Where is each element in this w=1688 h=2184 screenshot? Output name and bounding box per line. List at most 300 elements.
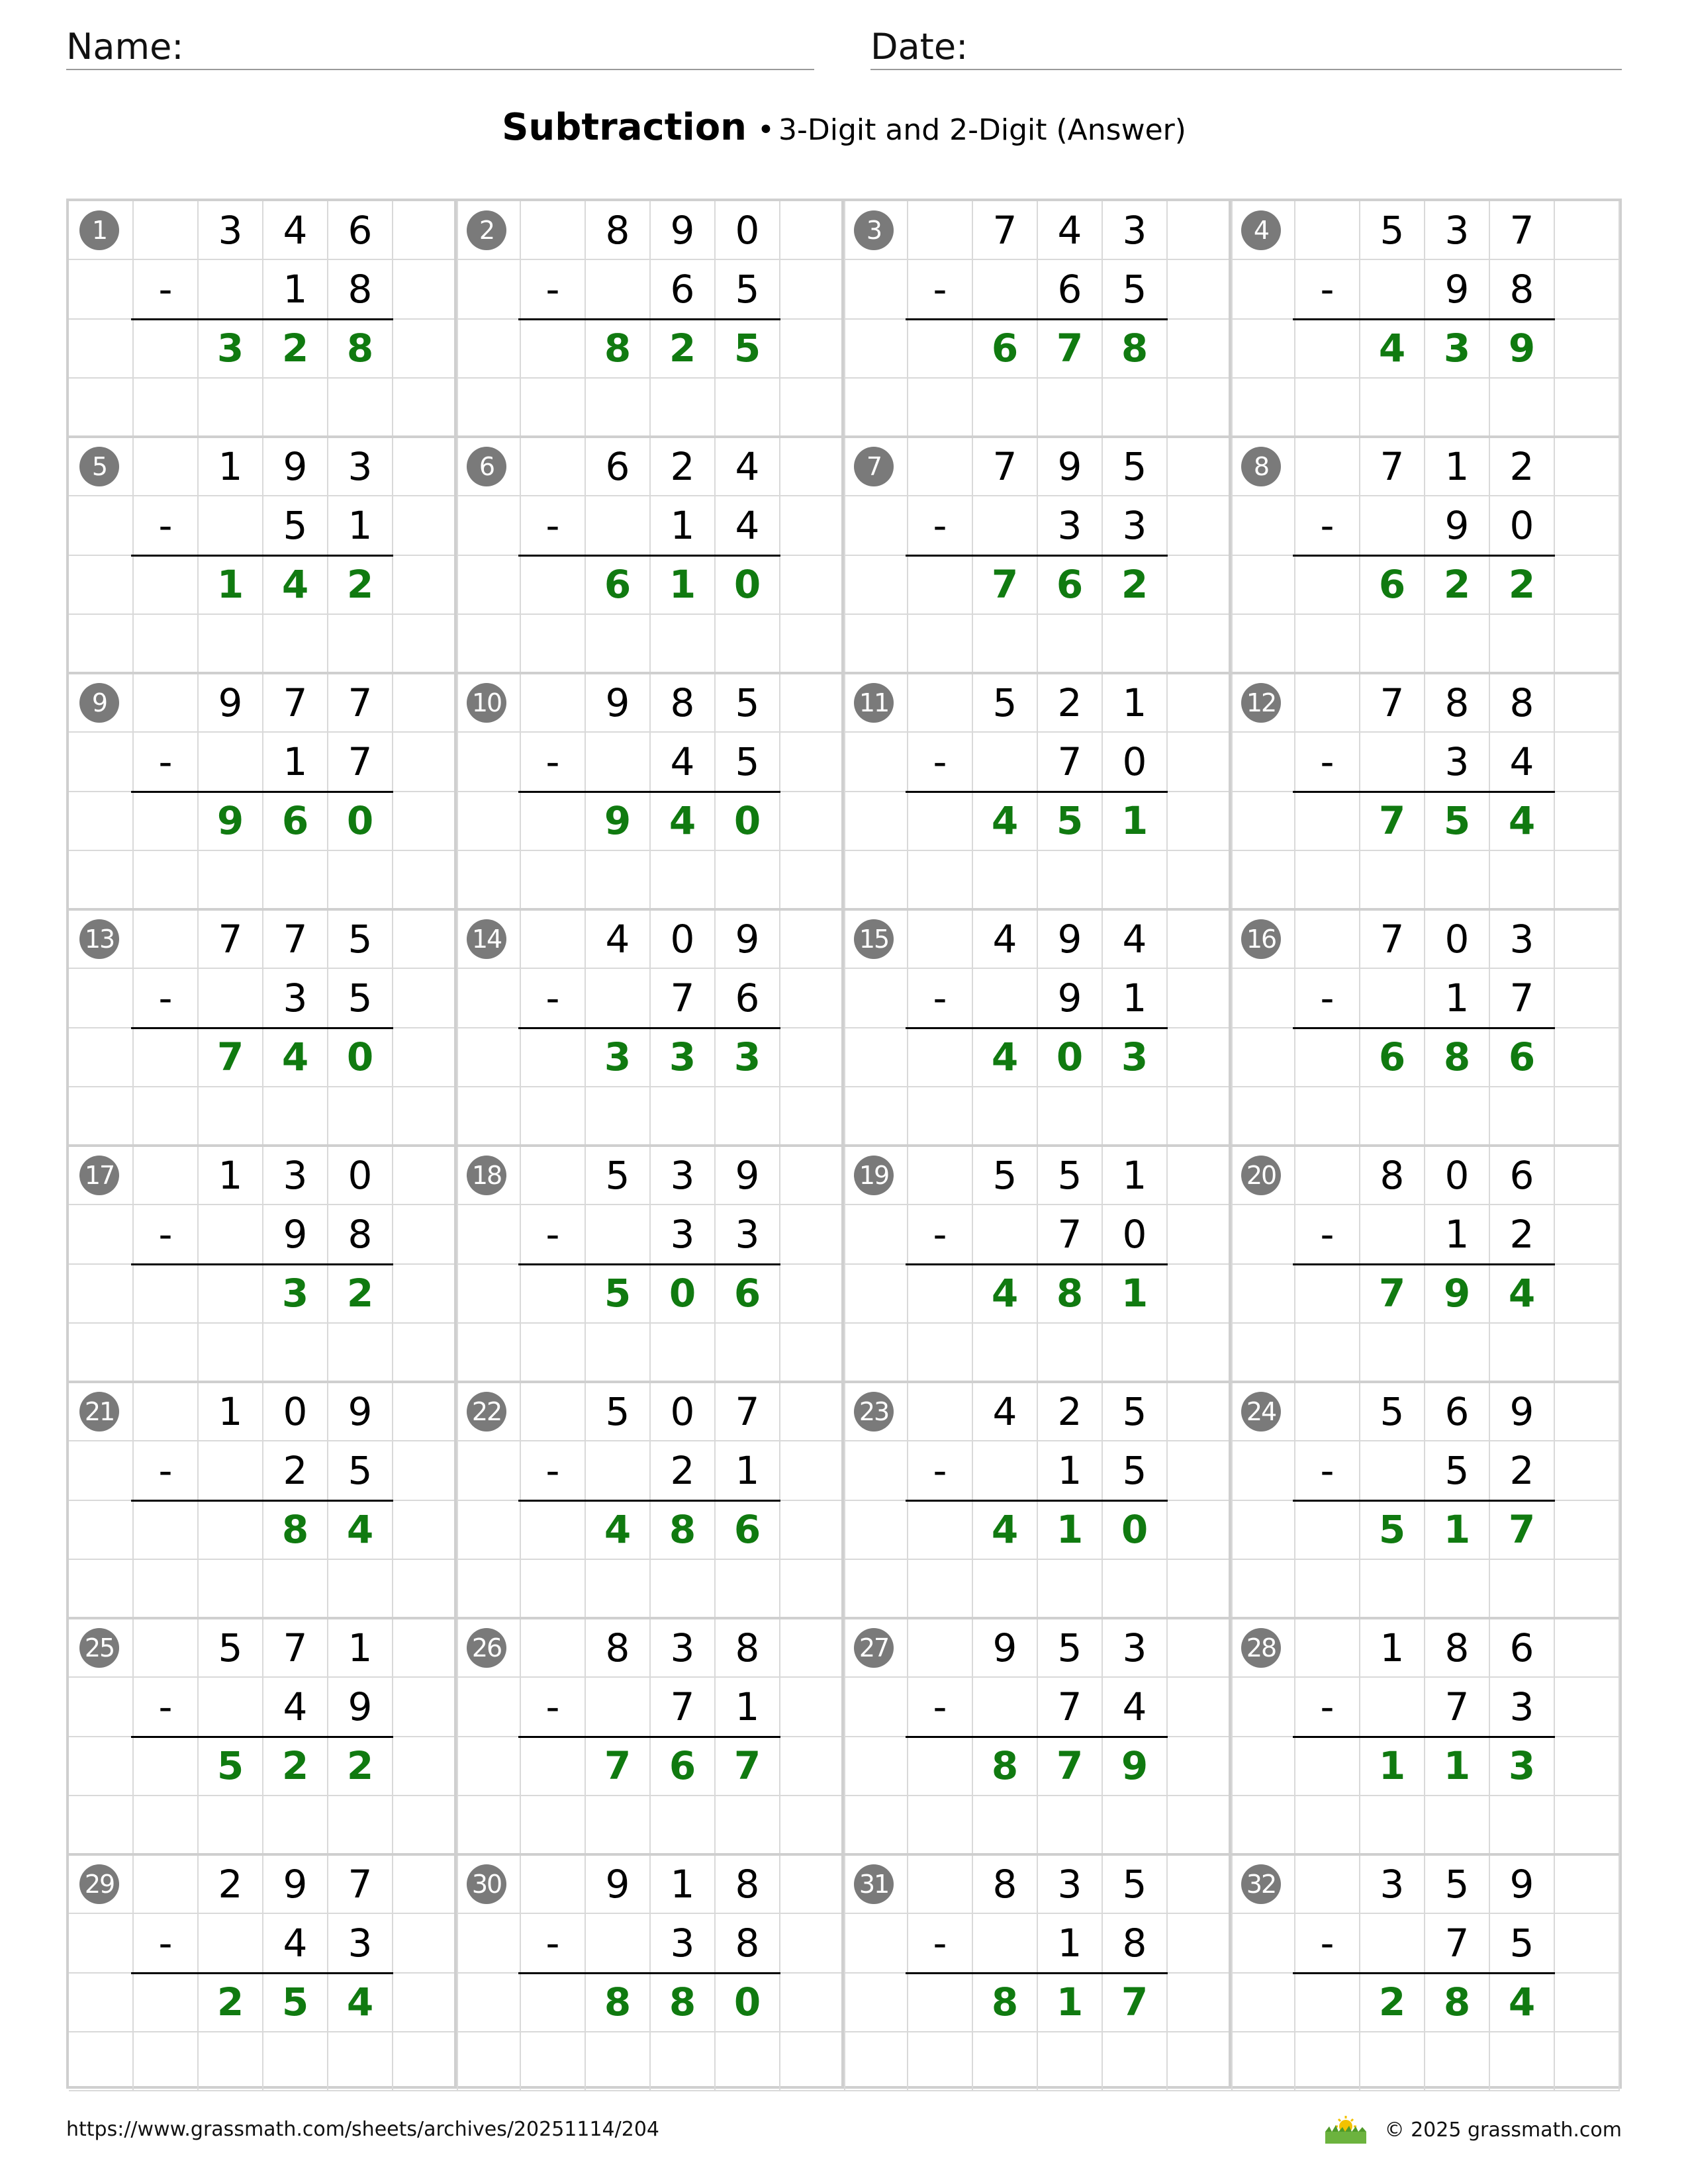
minus-sign: - — [1295, 1441, 1360, 1500]
grid-cell — [1360, 379, 1425, 437]
grid-cell — [328, 1087, 393, 1146]
subtrahend-digit: 1 — [716, 1678, 780, 1737]
problem-number-badge: 12 — [1241, 683, 1281, 723]
grid-cell — [393, 2032, 458, 2091]
problem-number-badge: 10 — [467, 683, 506, 723]
subtrahend-digit: 4 — [263, 1678, 328, 1737]
problem-number-badge: 7 — [854, 447, 894, 486]
answer-digit: 8 — [973, 1974, 1038, 2032]
grid-cell — [1555, 260, 1620, 319]
grid-cell — [393, 1619, 458, 1678]
grid-cell — [69, 2032, 134, 2091]
grid-cell — [199, 1324, 263, 1383]
minuend-digit: 7 — [1490, 201, 1555, 260]
grid-cell — [973, 1796, 1038, 1855]
grid-cell — [1038, 1560, 1103, 1619]
subtrahend-digit: 3 — [651, 1205, 716, 1264]
minuend-digit: 5 — [1038, 1146, 1103, 1205]
minuend-digit: 5 — [973, 1146, 1038, 1205]
answer-digit: 4 — [1490, 1974, 1555, 2032]
subtrahend-digit: 3 — [651, 1914, 716, 1973]
minuend-digit: 1 — [1360, 1619, 1425, 1678]
grid-cell — [393, 1560, 458, 1619]
grid-cell — [973, 1087, 1038, 1146]
grid-cell — [843, 1560, 908, 1619]
grid-cell — [393, 201, 458, 260]
grid-cell — [586, 1087, 651, 1146]
grid-cell — [1295, 1265, 1360, 1324]
grid-cell — [1360, 260, 1425, 319]
grid-cell — [263, 615, 328, 674]
grid-cell — [908, 1619, 973, 1678]
grid-cell — [1295, 1501, 1360, 1560]
name-label: Name: — [66, 26, 184, 68]
grid-cell — [521, 910, 586, 969]
grid-cell — [973, 496, 1038, 555]
grid-cell — [393, 1914, 458, 1973]
minuend-digit: 7 — [263, 674, 328, 733]
problem-underline — [518, 555, 780, 557]
grid-cell — [843, 260, 908, 319]
subtrahend-digit: 8 — [1103, 1914, 1168, 1973]
minus-sign: - — [134, 1914, 199, 1973]
grid-cell — [1168, 1737, 1233, 1796]
grid-cell — [1231, 1324, 1295, 1383]
grid-cell — [134, 1737, 199, 1796]
grid-cell — [1555, 733, 1620, 792]
subtrahend-digit: 4 — [651, 733, 716, 792]
grid-cell — [780, 1324, 845, 1383]
grid-cell — [263, 1324, 328, 1383]
grid-cell — [1295, 1974, 1360, 2032]
grid-cell — [199, 496, 263, 555]
minuend-digit: 3 — [651, 1619, 716, 1678]
problem-number-badge: 26 — [467, 1628, 506, 1668]
grid-cell — [521, 1737, 586, 1796]
grid-cell — [843, 1028, 908, 1087]
grid-cell — [1168, 1028, 1233, 1087]
minus-sign: - — [908, 1678, 973, 1737]
date-field[interactable] — [870, 23, 1622, 70]
grid-cell — [843, 1087, 908, 1146]
grid-cell — [199, 1441, 263, 1500]
grid-cell — [456, 1087, 521, 1146]
answer-digit: 7 — [973, 556, 1038, 615]
subtrahend-digit: 5 — [716, 733, 780, 792]
grid-cell — [393, 674, 458, 733]
minuend-digit: 2 — [199, 1855, 263, 1914]
grid-cell — [69, 1501, 134, 1560]
grid-cell — [1490, 1796, 1555, 1855]
block-divider — [69, 908, 1619, 911]
minuend-digit: 9 — [263, 1855, 328, 1914]
block-divider — [69, 435, 1619, 438]
answer-digit: 2 — [328, 1265, 393, 1324]
answer-digit: 7 — [1038, 320, 1103, 379]
grid-cell — [1168, 674, 1233, 733]
grid-cell — [1425, 2032, 1490, 2091]
answer-digit: 8 — [1103, 320, 1168, 379]
problem-underline — [518, 1263, 780, 1265]
answer-digit: 2 — [651, 320, 716, 379]
answer-digit: 8 — [973, 1737, 1038, 1796]
grid-cell — [1231, 1678, 1295, 1737]
footer-copyright: © 2025 grassmath.com — [1384, 2118, 1622, 2142]
grid-cell — [908, 910, 973, 969]
grid-cell — [521, 1087, 586, 1146]
grid-cell — [973, 1678, 1038, 1737]
grid-cell — [328, 851, 393, 910]
grid-cell — [908, 1383, 973, 1441]
problem-underline — [131, 1972, 393, 1974]
grid-cell — [586, 1205, 651, 1264]
footer-url[interactable]: https://www.grassmath.com/sheets/archives/20251114/204 — [66, 2118, 660, 2141]
grid-cell — [69, 969, 134, 1028]
minuend-digit: 7 — [973, 201, 1038, 260]
grid-cell — [69, 1974, 134, 2032]
subtrahend-digit: 5 — [263, 496, 328, 555]
subtrahend-digit: 2 — [1490, 1441, 1555, 1500]
answer-digit: 7 — [1360, 1265, 1425, 1324]
subtrahend-digit: 5 — [1425, 1441, 1490, 1500]
grid-cell — [780, 1383, 845, 1441]
grid-cell — [134, 674, 199, 733]
grid-cell — [1555, 2032, 1620, 2091]
answer-digit: 2 — [1425, 556, 1490, 615]
grid-cell — [1425, 379, 1490, 437]
grid-cell — [1360, 615, 1425, 674]
minuend-digit: 7 — [263, 910, 328, 969]
answer-digit: 0 — [716, 1974, 780, 2032]
grid-cell — [586, 2032, 651, 2091]
grid-cell — [1168, 1441, 1233, 1500]
minuend-digit: 3 — [1038, 1855, 1103, 1914]
grid-cell — [780, 379, 845, 437]
minuend-digit: 8 — [651, 674, 716, 733]
answer-digit: 8 — [1038, 1265, 1103, 1324]
minus-sign: - — [521, 969, 586, 1028]
grid-cell — [843, 851, 908, 910]
grid-cell — [134, 1324, 199, 1383]
grid-cell — [393, 615, 458, 674]
minuend-digit: 5 — [1038, 1619, 1103, 1678]
grid-cell — [780, 260, 845, 319]
grid-cell — [716, 1560, 780, 1619]
minuend-digit: 2 — [1038, 1383, 1103, 1441]
grid-cell — [1103, 851, 1168, 910]
subtrahend-digit: 7 — [1425, 1914, 1490, 1973]
minuend-digit: 9 — [1038, 437, 1103, 496]
minus-sign: - — [1295, 969, 1360, 1028]
grid-cell — [521, 1855, 586, 1914]
subtrahend-digit: 5 — [328, 969, 393, 1028]
block-divider — [69, 1853, 1619, 1856]
name-field[interactable] — [66, 23, 814, 70]
problem-underline — [906, 318, 1168, 320]
minuend-digit: 7 — [1360, 437, 1425, 496]
problem-underline — [131, 1736, 393, 1738]
subtrahend-digit: 5 — [1103, 260, 1168, 319]
grid-cell — [1231, 320, 1295, 379]
minus-sign: - — [134, 733, 199, 792]
grid-cell — [843, 1796, 908, 1855]
minuend-digit: 0 — [1425, 910, 1490, 969]
grid-cell — [780, 1087, 845, 1146]
grid-cell — [456, 1560, 521, 1619]
grid-cell — [908, 437, 973, 496]
grid-cell — [1168, 437, 1233, 496]
minus-sign: - — [521, 1441, 586, 1500]
grid-cell — [134, 1501, 199, 1560]
minuend-digit: 1 — [1103, 1146, 1168, 1205]
grid-cell — [1555, 969, 1620, 1028]
grid-cell — [393, 1324, 458, 1383]
problem-number-badge: 2 — [467, 210, 506, 250]
grid-cell — [456, 1678, 521, 1737]
minuend-digit: 5 — [586, 1383, 651, 1441]
grid-cell — [393, 1087, 458, 1146]
grid-cell — [1103, 1324, 1168, 1383]
grid-cell — [1360, 969, 1425, 1028]
minuend-digit: 8 — [586, 201, 651, 260]
grid-cell — [1295, 851, 1360, 910]
minuend-digit: 6 — [586, 437, 651, 496]
answer-digit: 3 — [1490, 1737, 1555, 1796]
problem-number-badge: 6 — [467, 447, 506, 486]
grid-cell — [908, 674, 973, 733]
grid-cell — [393, 379, 458, 437]
answer-digit: 3 — [716, 1028, 780, 1087]
grid-cell — [780, 1974, 845, 2032]
problem-underline — [906, 791, 1168, 793]
grid-cell — [908, 615, 973, 674]
grid-cell — [780, 910, 845, 969]
grid-cell — [393, 1737, 458, 1796]
minuend-digit: 1 — [199, 1383, 263, 1441]
grid-cell — [1555, 1205, 1620, 1264]
grid-cell — [780, 1678, 845, 1737]
grid-cell — [456, 496, 521, 555]
grid-cell — [780, 496, 845, 555]
grid-cell — [586, 1441, 651, 1500]
subtrahend-digit: 4 — [1490, 733, 1555, 792]
minuend-digit: 5 — [716, 674, 780, 733]
problem-number-badge: 24 — [1241, 1392, 1281, 1432]
subtrahend-digit: 2 — [651, 1441, 716, 1500]
grid-cell — [586, 379, 651, 437]
grid-cell — [1295, 1146, 1360, 1205]
minuend-digit: 3 — [651, 1146, 716, 1205]
problem-underline — [518, 1500, 780, 1502]
grid-cell — [586, 615, 651, 674]
grid-cell — [521, 379, 586, 437]
grid-cell — [1038, 615, 1103, 674]
answer-digit: 4 — [1490, 1265, 1555, 1324]
grid-cell — [1168, 615, 1233, 674]
grid-cell — [1103, 379, 1168, 437]
grid-cell — [393, 260, 458, 319]
grid-cell — [908, 1974, 973, 2032]
problem-number-badge: 5 — [79, 447, 119, 486]
answer-digit: 1 — [1038, 1974, 1103, 2032]
minuend-digit: 1 — [199, 437, 263, 496]
grid-cell — [651, 1560, 716, 1619]
minuend-digit: 8 — [973, 1855, 1038, 1914]
grid-cell — [1555, 1974, 1620, 2032]
grid-cell — [69, 792, 134, 851]
grid-cell — [456, 1501, 521, 1560]
minuend-digit: 6 — [328, 201, 393, 260]
grid-cell — [908, 201, 973, 260]
grid-cell — [973, 1205, 1038, 1264]
grid-cell — [1360, 1560, 1425, 1619]
grid-cell — [1295, 320, 1360, 379]
grid-cell — [69, 1087, 134, 1146]
answer-digit: 4 — [1490, 792, 1555, 851]
answer-digit: 5 — [199, 1737, 263, 1796]
minuend-digit: 3 — [263, 1146, 328, 1205]
minuend-digit: 9 — [328, 1383, 393, 1441]
minuend-digit: 9 — [716, 1146, 780, 1205]
problem-number-badge: 21 — [79, 1392, 119, 1432]
answer-digit: 4 — [1360, 320, 1425, 379]
answer-digit: 5 — [716, 320, 780, 379]
grid-cell — [393, 496, 458, 555]
minuend-digit: 4 — [973, 1383, 1038, 1441]
minuend-digit: 7 — [199, 910, 263, 969]
grid-cell — [1103, 615, 1168, 674]
grid-cell — [328, 1560, 393, 1619]
answer-digit: 0 — [1103, 1501, 1168, 1560]
grid-cell — [1555, 1560, 1620, 1619]
minuend-digit: 9 — [651, 201, 716, 260]
grid-cell — [843, 1974, 908, 2032]
grid-cell — [716, 615, 780, 674]
grid-cell — [1038, 1324, 1103, 1383]
grid-cell — [1295, 674, 1360, 733]
grid-cell — [1425, 851, 1490, 910]
answer-digit: 2 — [328, 556, 393, 615]
answer-digit: 8 — [263, 1501, 328, 1560]
minuend-digit: 1 — [1103, 674, 1168, 733]
grid-cell — [1555, 910, 1620, 969]
grid-cell — [456, 1265, 521, 1324]
grid-cell — [780, 969, 845, 1028]
grid-cell — [456, 1737, 521, 1796]
grid-cell — [1231, 1974, 1295, 2032]
grid-cell — [1103, 1560, 1168, 1619]
minuend-digit: 0 — [716, 201, 780, 260]
grid-cell — [1295, 1619, 1360, 1678]
grid-cell — [1555, 1028, 1620, 1087]
grid-cell — [843, 320, 908, 379]
problem-underline — [1293, 318, 1555, 320]
date-label: Date: — [870, 26, 968, 68]
grid-cell — [586, 1324, 651, 1383]
grid-cell — [328, 1324, 393, 1383]
answer-digit: 2 — [328, 1737, 393, 1796]
subtrahend-digit: 4 — [716, 496, 780, 555]
grid-cell — [908, 320, 973, 379]
problem-underline — [518, 1027, 780, 1029]
grid-cell — [1360, 851, 1425, 910]
grid-cell — [69, 379, 134, 437]
minuend-digit: 7 — [328, 674, 393, 733]
problem-number-badge: 1 — [79, 210, 119, 250]
grid-cell — [1555, 1087, 1620, 1146]
grid-cell — [586, 260, 651, 319]
grid-cell — [199, 1914, 263, 1973]
answer-digit: 2 — [263, 320, 328, 379]
grid-cell — [1295, 2032, 1360, 2091]
grid-cell — [1490, 379, 1555, 437]
grid-cell — [1555, 1324, 1620, 1383]
grid-cell — [134, 1796, 199, 1855]
minuend-digit: 2 — [651, 437, 716, 496]
grid-cell — [1103, 2032, 1168, 2091]
minuend-digit: 7 — [328, 1855, 393, 1914]
subtrahend-digit: 8 — [328, 260, 393, 319]
grid-cell — [586, 496, 651, 555]
grid-cell — [973, 2032, 1038, 2091]
grid-cell — [69, 1265, 134, 1324]
grid-cell — [843, 969, 908, 1028]
subtrahend-digit: 1 — [263, 733, 328, 792]
grid-cell — [843, 1678, 908, 1737]
answer-digit: 8 — [1425, 1974, 1490, 2032]
answer-digit: 3 — [199, 320, 263, 379]
answer-digit: 3 — [263, 1265, 328, 1324]
problem-underline — [131, 791, 393, 793]
grid-cell — [1490, 615, 1555, 674]
minuend-digit: 5 — [586, 1146, 651, 1205]
minuend-digit: 3 — [1425, 201, 1490, 260]
answer-digit: 9 — [586, 792, 651, 851]
subtrahend-digit: 7 — [1425, 1678, 1490, 1737]
grid-cell — [1231, 733, 1295, 792]
answer-digit: 8 — [1425, 1028, 1490, 1087]
minuend-digit: 9 — [586, 674, 651, 733]
minuend-digit: 1 — [199, 1146, 263, 1205]
grid-cell — [586, 733, 651, 792]
subtrahend-digit: 9 — [328, 1678, 393, 1737]
problem-number-badge: 23 — [854, 1392, 894, 1432]
answer-digit: 1 — [1360, 1737, 1425, 1796]
answer-digit: 6 — [586, 556, 651, 615]
grid-cell — [1038, 379, 1103, 437]
grid-cell — [843, 379, 908, 437]
problem-number-badge: 11 — [854, 683, 894, 723]
grid-cell — [1555, 379, 1620, 437]
grid-cell — [1168, 379, 1233, 437]
grid-cell — [456, 1796, 521, 1855]
grid-cell — [780, 556, 845, 615]
problem-number-badge: 27 — [854, 1628, 894, 1668]
minuend-digit: 9 — [716, 910, 780, 969]
grid-cell — [456, 969, 521, 1028]
grid-cell — [1360, 1441, 1425, 1500]
grid-cell — [1038, 1796, 1103, 1855]
answer-digit: 1 — [1425, 1501, 1490, 1560]
subtrahend-digit: 0 — [1490, 496, 1555, 555]
grid-cell — [1168, 1205, 1233, 1264]
grid-cell — [134, 1146, 199, 1205]
grid-cell — [973, 733, 1038, 792]
block-divider — [69, 1617, 1619, 1619]
minuend-digit: 1 — [1425, 437, 1490, 496]
grid-cell — [1295, 556, 1360, 615]
grid-cell — [1295, 1383, 1360, 1441]
